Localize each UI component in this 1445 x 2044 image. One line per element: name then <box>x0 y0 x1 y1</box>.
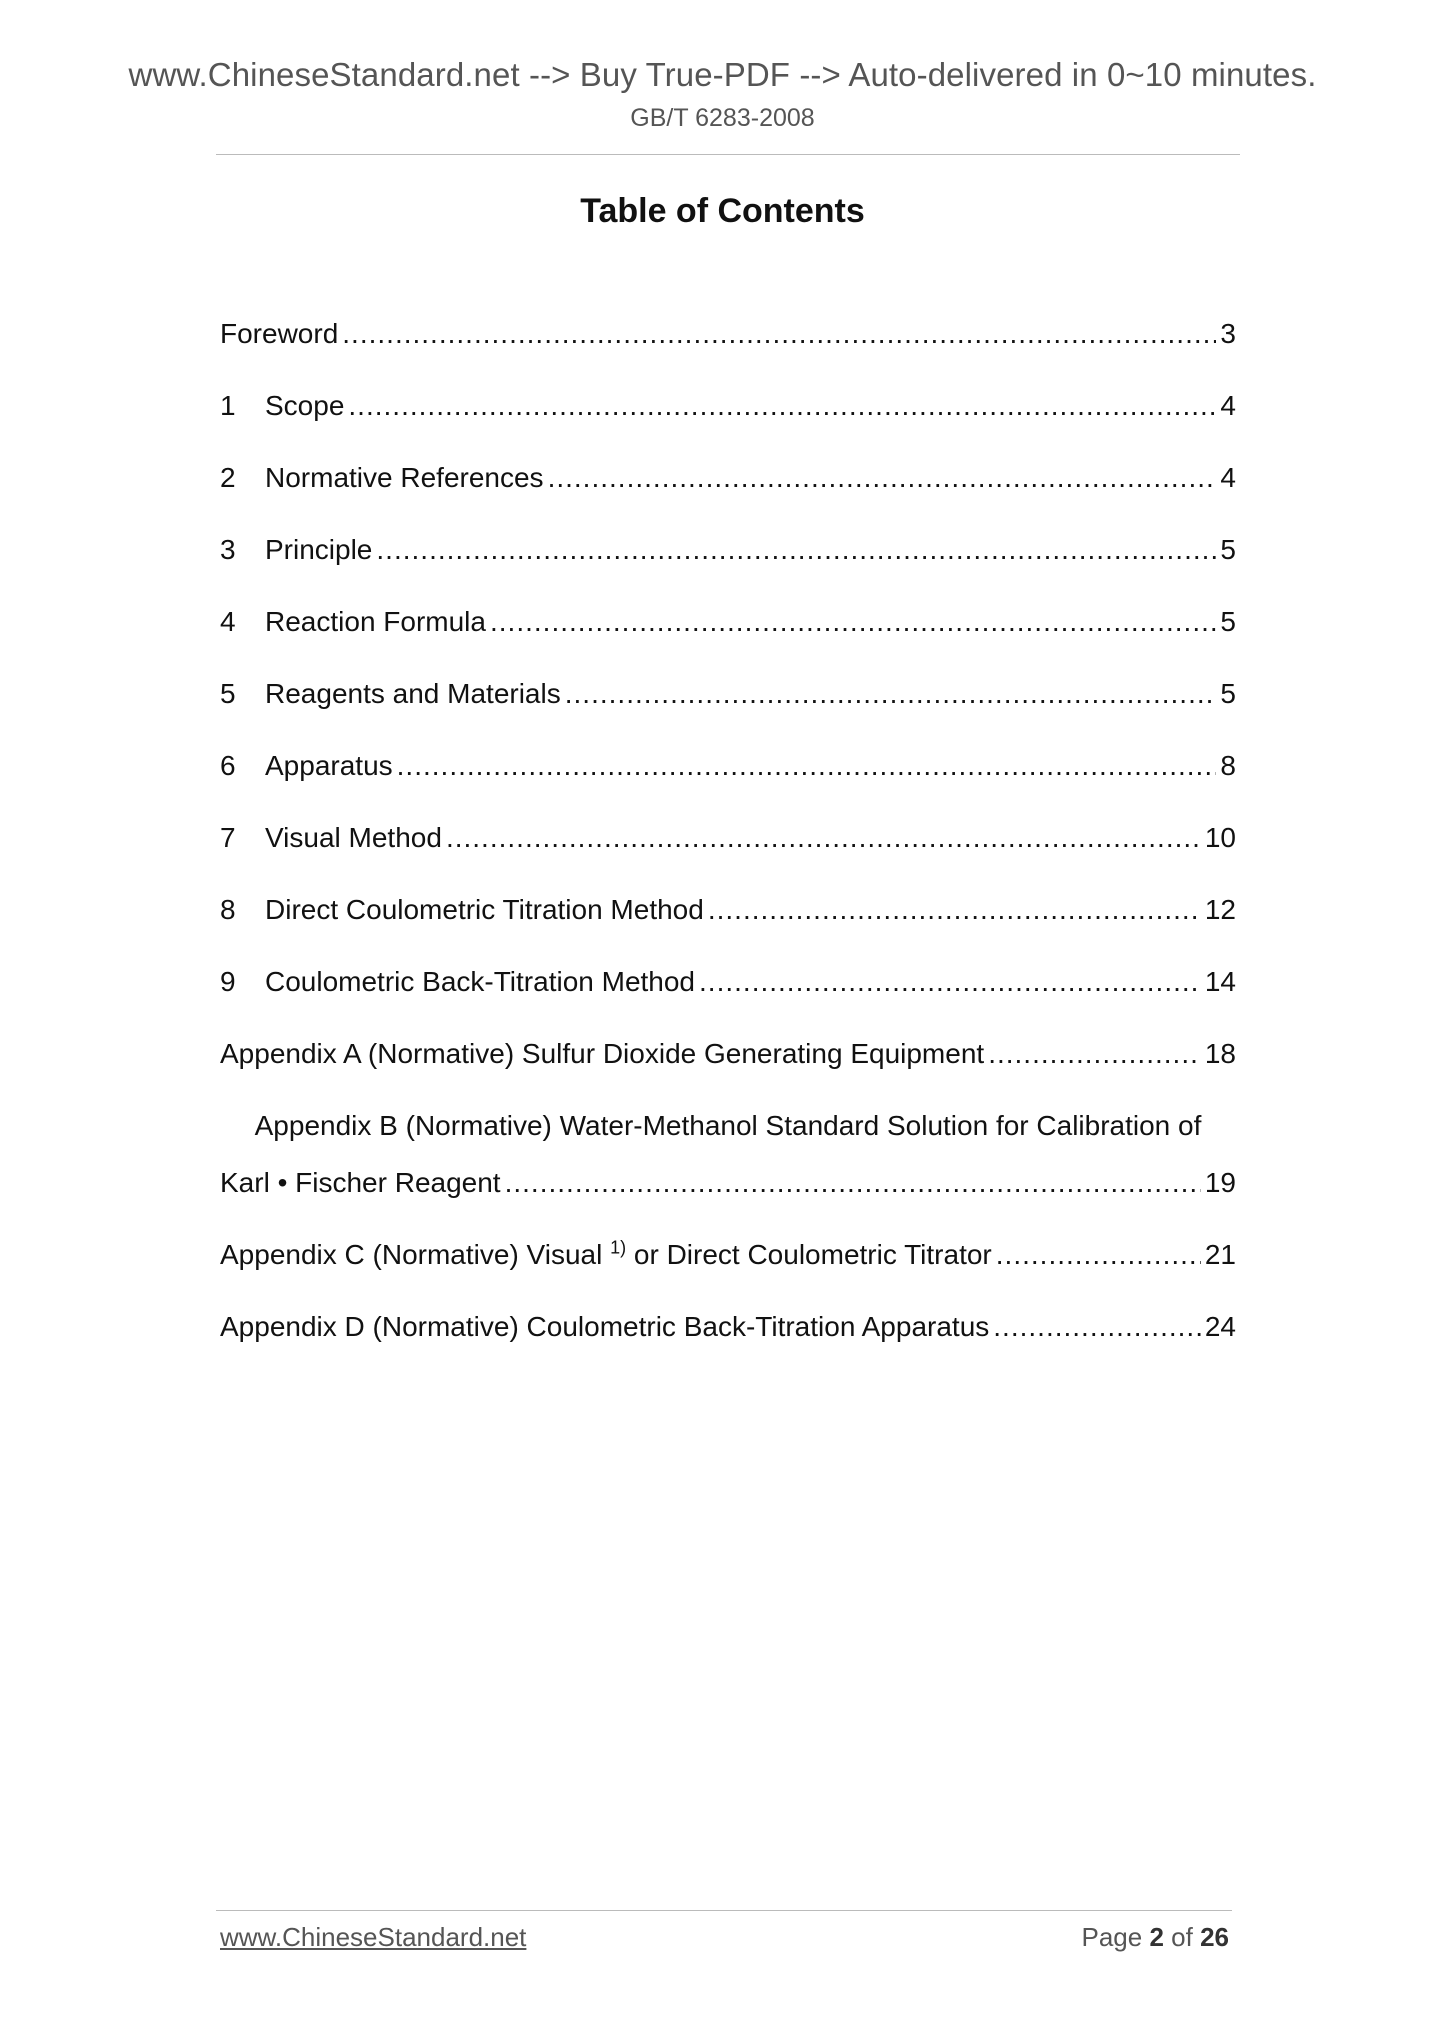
toc-entry-label <box>220 1237 992 1273</box>
toc-entry-normative-references[interactable] <box>220 460 1236 496</box>
toc-entry-number: 5 <box>220 678 236 709</box>
toc-entry-principle[interactable] <box>220 532 1236 568</box>
dot-leader <box>996 1237 1201 1273</box>
dot-leader <box>397 748 1217 784</box>
toc-entry-scope[interactable] <box>220 388 1236 424</box>
toc-entry-label: Apparatus <box>265 750 393 781</box>
toc-entry-label: Direct Coulometric Titration Method <box>265 894 704 925</box>
footnote-marker: 1) <box>610 1237 627 1258</box>
toc-entry-page: 24 <box>1204 1311 1236 1342</box>
toc-entry-reaction-formula[interactable] <box>220 604 1236 640</box>
toc-entry-label: Appendix D (Normative) Coulometric Back-Titration Apparatus <box>220 1311 990 1342</box>
dot-leader <box>348 388 1216 424</box>
dot-leader <box>490 604 1216 640</box>
toc-entry-appendix-c[interactable] <box>220 1237 1236 1273</box>
toc-entry-page: 4 <box>1220 390 1236 421</box>
dot-leader <box>699 964 1201 1000</box>
table-of-contents <box>220 0 1236 1400</box>
toc-entry-label: Scope <box>265 390 345 421</box>
toc-entry-page: 18 <box>1204 1038 1236 1069</box>
standard-code: GB/T 6283-2008 <box>630 104 815 132</box>
toc-entry-page: 12 <box>1204 894 1236 925</box>
page-of: of <box>1171 1922 1193 1952</box>
toc-entry-coulometric-back-titration[interactable] <box>220 964 1236 1000</box>
toc-entry-label-post: or Direct Coulometric Titrator <box>633 1239 992 1270</box>
toc-entry-label: Visual Method <box>265 822 442 853</box>
toc-entry-number: 6 <box>220 750 236 781</box>
toc-entry-page: 8 <box>1220 750 1236 781</box>
toc-entry-appendix-a[interactable] <box>220 1036 1236 1072</box>
toc-entry-page: 5 <box>1220 606 1236 637</box>
dot-leader <box>565 676 1217 712</box>
download-banner: www.ChineseStandard.net --> Buy True-PDF --> Auto-delivered in 0~10 minutes. <box>128 56 1317 93</box>
toc-entry-appendix-d[interactable] <box>220 1309 1236 1345</box>
toc-entry-page: 19 <box>1204 1167 1236 1198</box>
toc-entry-foreword[interactable] <box>220 316 1236 352</box>
toc-entry-label: Coulometric Back-Titration Method <box>265 966 696 997</box>
dot-leader <box>446 820 1201 856</box>
toc-title: Table of Contents <box>580 192 865 230</box>
toc-entry-number: 3 <box>220 534 236 565</box>
footer-site-link[interactable]: www.ChineseStandard.net <box>220 1922 527 1952</box>
toc-entry-label: Reagents and Materials <box>265 678 561 709</box>
toc-entry-number: 2 <box>220 462 236 493</box>
toc-entry-page: 5 <box>1220 534 1236 565</box>
toc-entry-page: 21 <box>1204 1239 1236 1270</box>
toc-entry-page: 3 <box>1220 318 1236 349</box>
dot-leader <box>993 1309 1201 1345</box>
toc-entry-number: 4 <box>220 606 236 637</box>
toc-entry-page: 4 <box>1220 462 1236 493</box>
toc-entry-label: Appendix A (Normative) Sulfur Dioxide Generating Equipment <box>220 1038 985 1069</box>
toc-entry-appendix-b[interactable] <box>220 1165 1236 1201</box>
toc-entry-number: 8 <box>220 894 236 925</box>
page-indicator <box>1081 1922 1229 1953</box>
footer-divider <box>216 1910 1232 1911</box>
toc-entry-page: 14 <box>1204 966 1236 997</box>
toc-entry-direct-coulometric-titration[interactable] <box>220 892 1236 928</box>
dot-leader <box>376 532 1216 568</box>
toc-entry-label: Appendix B (Normative) Water-Methanol Standard Solution for Calibration of <box>254 1110 1202 1141</box>
toc-entry-reagents-and-materials[interactable] <box>220 676 1236 712</box>
toc-entry-label: Foreword <box>220 318 339 349</box>
dot-leader <box>708 892 1201 928</box>
toc-entry-label: Normative References <box>265 462 544 493</box>
dot-leader <box>988 1036 1201 1072</box>
toc-entry-number: 7 <box>220 822 236 853</box>
dot-leader <box>505 1165 1201 1201</box>
toc-entry-label-pre: Appendix C (Normative) Visual <box>220 1239 603 1270</box>
toc-entry-label: Reaction Formula <box>265 606 486 637</box>
total-pages: 26 <box>1200 1922 1229 1952</box>
toc-entry-page: 10 <box>1204 822 1236 853</box>
current-page: 2 <box>1149 1922 1164 1952</box>
dot-leader <box>342 316 1216 352</box>
toc-entry-apparatus[interactable] <box>220 748 1236 784</box>
toc-entry-appendix-b-line1[interactable] <box>220 1108 1236 1144</box>
page-prefix: Page <box>1081 1922 1143 1952</box>
toc-entry-label: Principle <box>265 534 373 565</box>
toc-entry-visual-method[interactable] <box>220 820 1236 856</box>
toc-entry-label: Karl • Fischer Reagent <box>220 1167 501 1198</box>
toc-entry-number: 9 <box>220 966 236 997</box>
dot-leader <box>548 460 1217 496</box>
toc-entry-page: 5 <box>1220 678 1236 709</box>
toc-entry-number: 1 <box>220 390 236 421</box>
